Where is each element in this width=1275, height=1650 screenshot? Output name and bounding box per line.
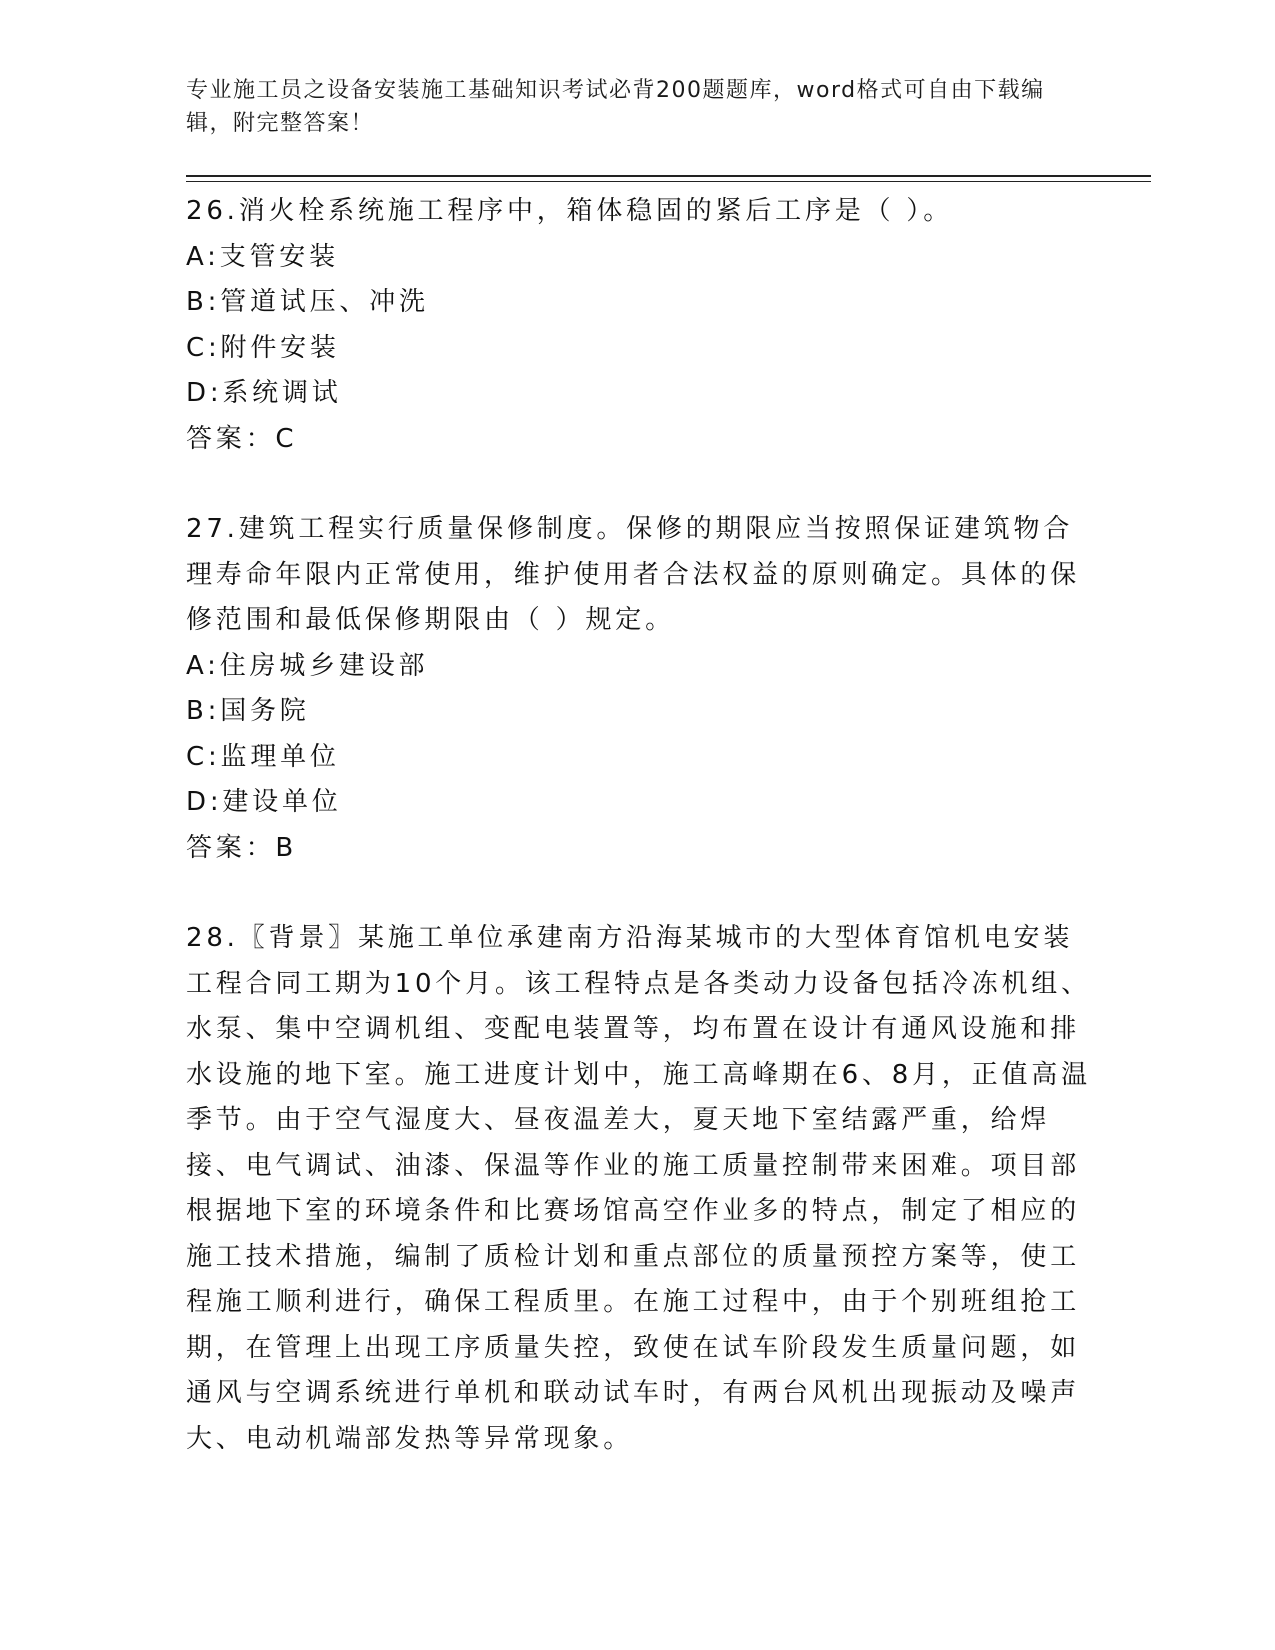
answer-value: C [275, 423, 295, 454]
option-b: B:管道试压、冲洗 [186, 287, 429, 317]
option-b: B:国务院 [186, 696, 310, 726]
question-26 [186, 189, 1091, 462]
question-stem: 27.建筑工程实行质量保修制度。保修的期限应当按照保证建筑物合理寿命年限内正常使用，维护使用者合法权益的原则确定。具体的保修范围和最低保修期限由（ ）规定。 [186, 514, 1081, 635]
option-d: D:建设单位 [186, 787, 342, 817]
answer-value: B [275, 832, 295, 863]
option-c: C:附件安装 [186, 332, 340, 363]
answer-line [186, 417, 1091, 463]
header-divider-thin [186, 181, 1151, 182]
answer-label: 答案： [186, 423, 276, 454]
answer-label: 答案： [186, 832, 276, 863]
header-divider-thick [186, 175, 1151, 177]
question-28 [186, 916, 1091, 1462]
question-27 [186, 507, 1091, 871]
option-c: C:监理单位 [186, 741, 340, 772]
option-d: D:系统调试 [186, 378, 342, 408]
document-header: 专业施工员之设备安装施工基础知识考试必背200题题库，word格式可自由下载编辑，附完整答案！ [186, 78, 1045, 136]
question-stem: 26.消火栓系统施工程序中，箱体稳固的紧后工序是（ ）。 [186, 196, 954, 226]
answer-line [186, 826, 1091, 872]
option-a: A:支管安装 [186, 241, 339, 272]
option-a: A:住房城乡建设部 [186, 650, 429, 681]
question-stem: 28.〖背景〗某施工单位承建南方沿海某城市的大型体育馆机电安装工程合同工期为10个月。该工程特点是各类动力设备包括冷冻机组、水泵、集中空调机组、变配电装置等，均布置在设计有通风设施和排水设施的地下室。施工进度计划中，施工高峰期在6、8月，正值高温季节。由于空气湿度大、昼夜温差大，夏天地下室结露严重，给焊接、电气调试、油漆、保温等作业的施工质量控制带来困难。项目部根据地下室的环境条件和比赛场馆高空作业多的特点，制定了相应的施工技术措施，编制了质检计划和重点部位的质量预控方案等，使工程施工顺利进行，确保工程质里。在施工过程中，由于个别班组抢工期，在管理上出现工序质量失控，致使在试车阶段发生质量问题，如通风与空调系统进行单机和联动试车时，有两台风机出现振动及噪声大、电动机端部发热等异常现象。 [186, 923, 1091, 1454]
question-list [186, 189, 1091, 1462]
